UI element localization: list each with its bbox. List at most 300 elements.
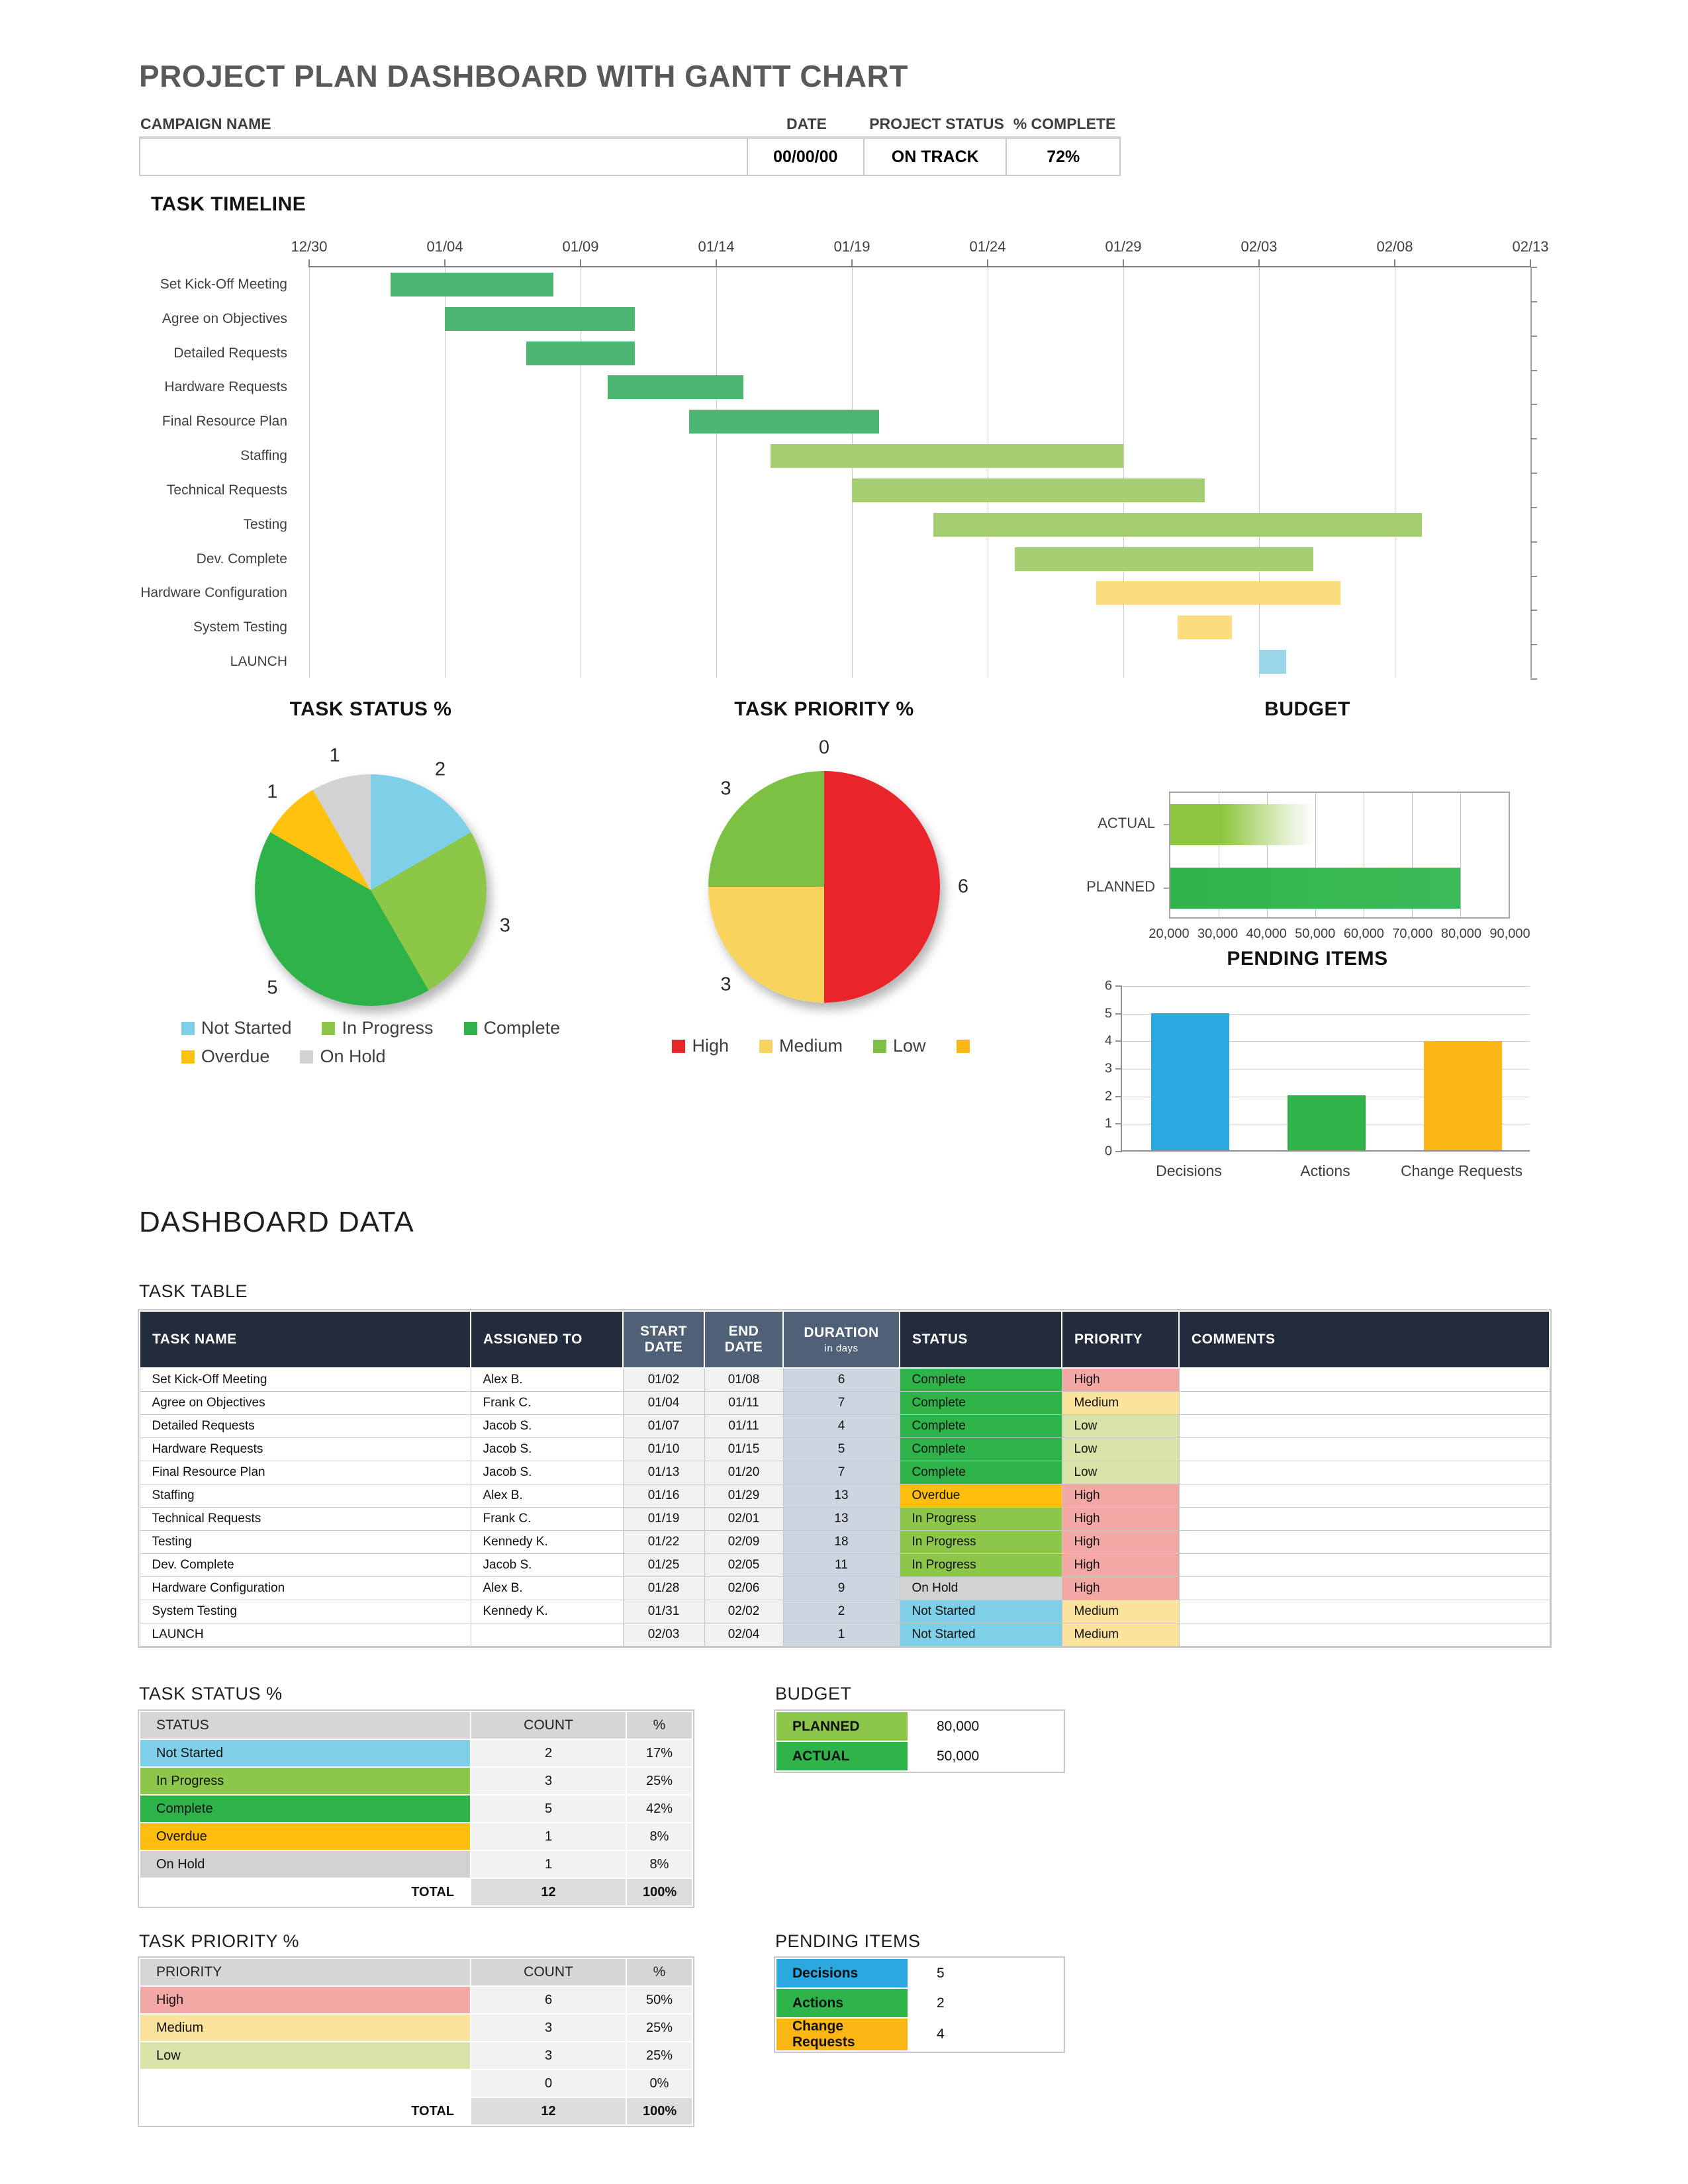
assigned-to-cell[interactable]: Alex B. xyxy=(471,1484,623,1507)
pending-y-label: 1 xyxy=(1104,1116,1112,1131)
comments-cell[interactable] xyxy=(1179,1600,1550,1623)
gantt-bar xyxy=(1259,650,1286,674)
budget-tick-label: 40,000 xyxy=(1246,927,1287,941)
pending-left-tick xyxy=(1115,1040,1122,1042)
summary-row xyxy=(140,2070,692,2097)
priority-cell[interactable]: Low xyxy=(1062,1437,1179,1461)
gantt-bar xyxy=(526,341,635,365)
task-table-row xyxy=(140,1437,1550,1461)
task-table-label: TASK TABLE xyxy=(139,1281,248,1301)
status-cell[interactable]: On Hold xyxy=(900,1576,1062,1600)
pending-summary-table xyxy=(775,1958,1064,2052)
task-table-row xyxy=(140,1507,1550,1530)
start-date-cell[interactable]: 01/04 xyxy=(623,1391,704,1414)
count-cell[interactable]: 0 xyxy=(471,2070,626,2097)
task-table-header-priority: PRIORITY xyxy=(1062,1311,1179,1368)
priority-cell[interactable]: Medium xyxy=(1062,1623,1179,1646)
gantt-task-labels xyxy=(99,267,298,679)
priority-cell[interactable]: High xyxy=(1062,1368,1179,1391)
legend-label: On Hold xyxy=(320,1046,386,1066)
task-table-row xyxy=(140,1368,1550,1391)
assigned-to-cell[interactable]: Jacob S. xyxy=(471,1437,623,1461)
start-date-cell[interactable]: 01/16 xyxy=(623,1484,704,1507)
end-date-cell[interactable]: 02/02 xyxy=(704,1600,783,1623)
budget-category-label: ACTUAL xyxy=(1098,815,1155,831)
assigned-to-cell[interactable]: Frank C. xyxy=(471,1507,623,1530)
task-name-cell[interactable]: Final Resource Plan xyxy=(140,1461,471,1484)
date-label: DATE xyxy=(786,115,827,132)
assigned-to-cell[interactable]: Jacob S. xyxy=(471,1414,623,1437)
legend-row xyxy=(672,1036,976,1056)
gantt-gridline xyxy=(1259,267,1260,678)
status-label-cell[interactable]: Not Started xyxy=(140,1739,471,1767)
task-table-header-status: STATUS xyxy=(900,1311,1062,1368)
budget-bar-planned xyxy=(1170,868,1460,909)
gantt-bar xyxy=(771,444,1123,468)
pending-y-axis xyxy=(1076,978,1112,1159)
pending-y-label: 0 xyxy=(1104,1144,1112,1159)
pending-gridline xyxy=(1122,986,1530,987)
gantt-task-label: Agree on Objectives xyxy=(162,310,287,326)
task-priority-pie xyxy=(685,737,969,1026)
project-status-value[interactable]: ON TRACK xyxy=(865,139,1007,175)
campaign-name-label: CAMPAIGN NAME xyxy=(140,115,271,132)
gantt-right-tick xyxy=(1530,267,1537,268)
legend-item xyxy=(322,1018,433,1038)
gantt-axis-tick xyxy=(308,259,310,267)
percent-cell[interactable]: 42% xyxy=(626,1795,692,1823)
task-name-cell[interactable]: Staffing xyxy=(140,1484,471,1507)
gantt-task-label: Set Kick-Off Meeting xyxy=(160,276,287,292)
summary-header-priority: PRIORITY xyxy=(140,1958,471,1986)
start-date-cell[interactable]: 01/28 xyxy=(623,1576,704,1600)
assigned-to-cell[interactable]: Kennedy K. xyxy=(471,1600,623,1623)
priority-cell[interactable]: High xyxy=(1062,1507,1179,1530)
task-name-cell[interactable]: Agree on Objectives xyxy=(140,1391,471,1414)
kv-label-cell[interactable]: Actions xyxy=(776,1988,908,2018)
task-name-cell[interactable]: Set Kick-Off Meeting xyxy=(140,1368,471,1391)
task-table-row xyxy=(140,1576,1550,1600)
assigned-to-cell[interactable]: Jacob S. xyxy=(471,1553,623,1576)
pie-slice-value: 0 xyxy=(818,737,830,758)
gantt-axis-tick xyxy=(1258,259,1260,267)
kv-label-cell[interactable]: PLANNED xyxy=(776,1711,908,1741)
pending-left-tick xyxy=(1115,1123,1122,1124)
summary-header-count: COUNT xyxy=(471,1711,626,1739)
priority-cell[interactable]: Medium xyxy=(1062,1391,1179,1414)
gantt-axis-tick xyxy=(716,259,717,267)
status-cell[interactable]: In Progress xyxy=(900,1507,1062,1530)
gantt-date-label: 02/13 xyxy=(1512,238,1549,255)
budget-tick-label: 30,000 xyxy=(1197,927,1239,941)
duration-cell[interactable]: 7 xyxy=(783,1461,900,1484)
gantt-bar xyxy=(608,375,743,399)
comments-cell[interactable] xyxy=(1179,1623,1550,1646)
comments-cell[interactable] xyxy=(1179,1576,1550,1600)
gantt-bar xyxy=(1096,581,1340,605)
gantt-gridline xyxy=(1123,267,1124,678)
count-cell[interactable]: 1 xyxy=(471,1823,626,1850)
count-cell[interactable]: 3 xyxy=(471,2042,626,2070)
task-name-cell[interactable]: Hardware Requests xyxy=(140,1437,471,1461)
gantt-task-label: Hardware Configuration xyxy=(140,585,287,601)
budget-bar-actual xyxy=(1170,804,1315,845)
end-date-cell[interactable]: 01/29 xyxy=(704,1484,783,1507)
legend-label: Not Started xyxy=(201,1018,292,1038)
status-cell[interactable]: Complete xyxy=(900,1437,1062,1461)
legend-row xyxy=(181,1046,386,1067)
gantt-task-label: LAUNCH xyxy=(230,654,287,670)
end-date-cell[interactable]: 01/11 xyxy=(704,1414,783,1437)
gantt-task-label: Hardware Requests xyxy=(164,379,287,395)
total-count-cell[interactable]: 12 xyxy=(471,2097,626,2125)
legend-swatch xyxy=(464,1022,477,1035)
summary-total-row xyxy=(140,1878,692,1906)
percent-cell[interactable]: 25% xyxy=(626,2014,692,2042)
start-date-cell[interactable]: 01/13 xyxy=(623,1461,704,1484)
task-name-cell[interactable]: Testing xyxy=(140,1530,471,1553)
priority-cell[interactable]: High xyxy=(1062,1530,1179,1553)
kv-value-cell[interactable]: 50,000 xyxy=(908,1741,1063,1771)
pending-y-label: 6 xyxy=(1104,978,1112,993)
summary-total-row xyxy=(140,2097,692,2125)
status-label-cell[interactable]: In Progress xyxy=(140,1767,471,1795)
budget-category-label: PLANNED xyxy=(1086,878,1155,895)
status-cell[interactable]: Complete xyxy=(900,1391,1062,1414)
percent-cell[interactable]: 8% xyxy=(626,1850,692,1878)
end-date-cell[interactable]: 02/05 xyxy=(704,1553,783,1576)
kv-value-cell[interactable]: 80,000 xyxy=(908,1711,1063,1741)
budget-x-axis xyxy=(1149,927,1530,946)
legend-label: High xyxy=(692,1036,729,1056)
task-table-header-comments: COMMENTS xyxy=(1179,1311,1550,1368)
priority-cell[interactable]: Low xyxy=(1062,1461,1179,1484)
gantt-task-label: Detailed Requests xyxy=(173,345,287,361)
project-status-label: PROJECT STATUS xyxy=(869,115,1004,132)
legend-row xyxy=(181,1018,560,1038)
kv-value-cell[interactable]: 2 xyxy=(908,1988,1063,2018)
count-cell[interactable]: 6 xyxy=(471,1986,626,2014)
priority-label-cell[interactable]: Medium xyxy=(140,2014,471,2042)
gantt-bar xyxy=(689,410,879,433)
legend-item xyxy=(181,1018,292,1038)
assigned-to-cell[interactable]: Jacob S. xyxy=(471,1461,623,1484)
gantt-right-tick xyxy=(1530,404,1537,405)
pending-x-label: Decisions xyxy=(1156,1162,1222,1179)
legend-item xyxy=(464,1018,561,1038)
kv-label-cell[interactable]: ACTUAL xyxy=(776,1741,908,1771)
task-table-row xyxy=(140,1484,1550,1507)
kv-value-cell[interactable]: 5 xyxy=(908,1958,1063,1988)
gantt-right-tick xyxy=(1530,301,1537,302)
gantt-date-label: 01/14 xyxy=(698,238,735,255)
start-date-cell[interactable]: 01/25 xyxy=(623,1553,704,1576)
gantt-chart xyxy=(309,266,1530,678)
legend-label: Medium xyxy=(778,1036,843,1056)
total-count-cell[interactable]: 12 xyxy=(471,1878,626,1906)
status-label-cell[interactable]: Complete xyxy=(140,1795,471,1823)
pending-bar-decisions xyxy=(1151,1013,1229,1150)
budget-summary-label: BUDGET xyxy=(775,1684,852,1704)
gantt-gridline xyxy=(716,267,717,678)
priority-cell[interactable]: High xyxy=(1062,1484,1179,1507)
legend-item xyxy=(957,1040,976,1053)
duration-cell[interactable]: 13 xyxy=(783,1507,900,1530)
percent-cell[interactable]: 8% xyxy=(626,1823,692,1850)
task-table-row xyxy=(140,1461,1550,1484)
gantt-task-label: System Testing xyxy=(193,619,287,635)
kv-row xyxy=(776,1988,1063,2018)
legend-item xyxy=(300,1046,385,1067)
comments-cell[interactable] xyxy=(1179,1368,1550,1391)
gantt-axis-tick xyxy=(1123,259,1124,267)
start-date-cell[interactable]: 01/10 xyxy=(623,1437,704,1461)
start-date-cell[interactable]: 01/19 xyxy=(623,1507,704,1530)
pending-items-chart xyxy=(1121,986,1530,1152)
pie-slice-value: 1 xyxy=(267,781,278,802)
end-date-cell[interactable]: 01/11 xyxy=(704,1391,783,1414)
status-cell[interactable]: Not Started xyxy=(900,1623,1062,1646)
start-date-cell[interactable]: 01/22 xyxy=(623,1530,704,1553)
gantt-right-tick xyxy=(1530,473,1537,474)
task-name-cell[interactable]: System Testing xyxy=(140,1600,471,1623)
gantt-date-label: 01/04 xyxy=(426,238,463,255)
summary-row xyxy=(140,2042,692,2070)
gantt-task-label: Technical Requests xyxy=(166,482,287,498)
gantt-date-label: 01/29 xyxy=(1105,238,1142,255)
duration-cell[interactable]: 11 xyxy=(783,1553,900,1576)
summary-header-%: % xyxy=(626,1958,692,1986)
start-date-cell[interactable]: 01/31 xyxy=(623,1600,704,1623)
comments-cell[interactable] xyxy=(1179,1391,1550,1414)
budget-tick-label: 20,000 xyxy=(1149,927,1190,941)
status-cell[interactable]: Overdue xyxy=(900,1484,1062,1507)
budget-chart-title: BUDGET xyxy=(1264,698,1350,720)
gantt-date-label: 12/30 xyxy=(291,238,328,255)
task-table-header-task-name: TASK NAME xyxy=(140,1311,471,1368)
percent-cell[interactable]: 17% xyxy=(626,1739,692,1767)
legend-swatch xyxy=(672,1040,685,1053)
assigned-to-cell[interactable]: Alex B. xyxy=(471,1576,623,1600)
status-cell[interactable]: Complete xyxy=(900,1461,1062,1484)
pending-bar-actions xyxy=(1288,1095,1366,1150)
comments-cell[interactable] xyxy=(1179,1461,1550,1484)
task-name-cell[interactable]: Hardware Configuration xyxy=(140,1576,471,1600)
gantt-right-tick xyxy=(1530,576,1537,577)
task-priority-pie-graphic xyxy=(708,771,940,1003)
gantt-axis-tick xyxy=(851,259,853,267)
duration-cell[interactable]: 13 xyxy=(783,1484,900,1507)
duration-cell[interactable]: 4 xyxy=(783,1414,900,1437)
task-name-cell[interactable]: Detailed Requests xyxy=(140,1414,471,1437)
legend-label: Complete xyxy=(483,1018,561,1038)
gantt-task-label: Testing xyxy=(243,516,287,532)
end-date-cell[interactable]: 01/08 xyxy=(704,1368,783,1391)
end-date-cell[interactable]: 02/06 xyxy=(704,1576,783,1600)
status-cell[interactable]: Complete xyxy=(900,1368,1062,1391)
gantt-right-tick xyxy=(1530,678,1537,680)
gantt-bar xyxy=(391,273,553,296)
gantt-date-label: 02/08 xyxy=(1376,238,1413,255)
gantt-date-label: 01/24 xyxy=(969,238,1006,255)
task-table-header-start-date: START DATE xyxy=(623,1311,704,1368)
summary-row xyxy=(140,1795,692,1823)
summary-header-%: % xyxy=(626,1711,692,1739)
pie-slice-value: 2 xyxy=(434,758,446,780)
percent-complete-value[interactable]: 72% xyxy=(1047,147,1080,166)
task-timeline-title: TASK TIMELINE xyxy=(151,193,306,215)
gantt-gridline xyxy=(852,267,853,678)
priority-label-cell[interactable] xyxy=(140,2070,471,2097)
pie-slice-value: 1 xyxy=(329,745,340,766)
kv-label-cell[interactable]: Decisions xyxy=(776,1958,908,1988)
count-cell[interactable]: 1 xyxy=(471,1850,626,1878)
status-cell[interactable]: In Progress xyxy=(900,1530,1062,1553)
legend-swatch xyxy=(873,1040,886,1053)
gantt-right-tick xyxy=(1530,541,1537,543)
status-summary-label: TASK STATUS % xyxy=(139,1684,283,1704)
comments-cell[interactable] xyxy=(1179,1530,1550,1553)
count-cell[interactable]: 3 xyxy=(471,2014,626,2042)
total-label-cell: TOTAL xyxy=(140,1878,471,1906)
legend-item xyxy=(873,1036,926,1056)
comments-cell[interactable] xyxy=(1179,1414,1550,1437)
duration-cell[interactable]: 9 xyxy=(783,1576,900,1600)
priority-cell[interactable]: Medium xyxy=(1062,1600,1179,1623)
priority-label-cell[interactable]: Low xyxy=(140,2042,471,2070)
legend-swatch xyxy=(759,1040,773,1053)
pending-x-label: Change Requests xyxy=(1400,1162,1523,1179)
summary-header-row xyxy=(140,1711,692,1739)
duration-cell[interactable]: 18 xyxy=(783,1530,900,1553)
pending-left-tick xyxy=(1115,1013,1122,1015)
kv-label-cell[interactable]: Change Requests xyxy=(776,2018,908,2051)
gantt-task-label: Staffing xyxy=(240,448,287,464)
start-date-cell[interactable]: 01/07 xyxy=(623,1414,704,1437)
status-cell[interactable]: Complete xyxy=(900,1414,1062,1437)
legend-label: Low xyxy=(893,1036,926,1056)
gantt-bar xyxy=(1015,547,1313,571)
gantt-task-label: Dev. Complete xyxy=(196,551,287,567)
gantt-bar xyxy=(445,307,635,331)
pending-y-label: 3 xyxy=(1104,1061,1112,1076)
budget-chart xyxy=(1169,792,1510,919)
priority-label-cell[interactable]: High xyxy=(140,1986,471,2014)
task-status-pie xyxy=(232,745,510,1029)
status-cell[interactable]: Not Started xyxy=(900,1600,1062,1623)
summary-row xyxy=(140,1739,692,1767)
status-label-cell[interactable]: On Hold xyxy=(140,1850,471,1878)
percent-complete-label: % COMPLETE xyxy=(1013,115,1116,132)
percent-cell[interactable]: 25% xyxy=(626,2042,692,2070)
pending-x-label: Actions xyxy=(1300,1162,1350,1179)
task-table-row xyxy=(140,1391,1550,1414)
comments-cell[interactable] xyxy=(1179,1553,1550,1576)
percent-cell[interactable]: 50% xyxy=(626,1986,692,2014)
duration-cell[interactable]: 1 xyxy=(783,1623,900,1646)
assigned-to-cell[interactable] xyxy=(471,1623,623,1646)
gantt-axis-tick xyxy=(580,259,581,267)
total-percent-cell[interactable]: 100% xyxy=(626,2097,692,2125)
pending-summary-label: PENDING ITEMS xyxy=(775,1931,921,1951)
legend-item xyxy=(759,1036,843,1056)
percent-cell[interactable]: 25% xyxy=(626,1767,692,1795)
budget-tick-label: 60,000 xyxy=(1343,927,1384,941)
end-date-cell[interactable]: 02/04 xyxy=(704,1623,783,1646)
date-value[interactable]: 00/00/00 xyxy=(748,139,865,175)
assigned-to-cell[interactable]: Alex B. xyxy=(471,1368,623,1391)
duration-cell[interactable]: 2 xyxy=(783,1600,900,1623)
campaign-name-input[interactable] xyxy=(140,139,748,175)
task-status-pie-graphic xyxy=(255,774,487,1006)
pie-slice-value: 3 xyxy=(720,778,731,799)
comments-cell[interactable] xyxy=(1179,1437,1550,1461)
dashboard-data-heading: DASHBOARD DATA xyxy=(139,1206,414,1238)
gantt-right-tick xyxy=(1530,438,1537,439)
end-date-cell[interactable]: 01/20 xyxy=(704,1461,783,1484)
total-percent-cell[interactable]: 100% xyxy=(626,1878,692,1906)
count-cell[interactable]: 2 xyxy=(471,1739,626,1767)
status-label-cell[interactable]: Overdue xyxy=(140,1823,471,1850)
pending-y-label: 2 xyxy=(1104,1089,1112,1104)
end-date-cell[interactable]: 02/01 xyxy=(704,1507,783,1530)
start-date-cell[interactable]: 01/02 xyxy=(623,1368,704,1391)
status-summary-table xyxy=(139,1711,693,1907)
comments-cell[interactable] xyxy=(1179,1484,1550,1507)
kv-value-cell[interactable]: 4 xyxy=(908,2018,1063,2051)
pending-left-tick xyxy=(1115,1151,1122,1152)
total-label-cell: TOTAL xyxy=(140,2097,471,2125)
priority-cell[interactable]: High xyxy=(1062,1576,1179,1600)
task-name-cell[interactable]: Technical Requests xyxy=(140,1507,471,1530)
gantt-axis-tick xyxy=(987,259,988,267)
legend-item xyxy=(181,1046,270,1067)
pending-y-label: 4 xyxy=(1104,1033,1112,1048)
count-cell[interactable]: 5 xyxy=(471,1795,626,1823)
duration-cell[interactable]: 6 xyxy=(783,1368,900,1391)
gantt-date-axis xyxy=(291,238,1549,258)
status-cell[interactable]: In Progress xyxy=(900,1553,1062,1576)
start-date-cell[interactable]: 02/03 xyxy=(623,1623,704,1646)
gantt-right-tick xyxy=(1530,610,1537,611)
priority-cell[interactable]: Low xyxy=(1062,1414,1179,1437)
pending-items-chart-title: PENDING ITEMS xyxy=(1227,948,1388,970)
assigned-to-cell[interactable]: Frank C. xyxy=(471,1391,623,1414)
summary-row xyxy=(140,1767,692,1795)
priority-cell[interactable]: High xyxy=(1062,1553,1179,1576)
legend-label: In Progress xyxy=(342,1018,434,1038)
task-name-cell[interactable]: LAUNCH xyxy=(140,1623,471,1646)
task-name-cell[interactable]: Dev. Complete xyxy=(140,1553,471,1576)
budget-left-tick xyxy=(1164,887,1170,889)
project-info-row xyxy=(139,136,1121,176)
gantt-right-tick xyxy=(1530,644,1537,645)
percent-cell[interactable]: 0% xyxy=(626,2070,692,2097)
duration-cell[interactable]: 7 xyxy=(783,1391,900,1414)
comments-cell[interactable] xyxy=(1179,1507,1550,1530)
count-cell[interactable]: 3 xyxy=(471,1767,626,1795)
duration-cell[interactable]: 5 xyxy=(783,1437,900,1461)
summary-row xyxy=(140,2014,692,2042)
end-date-cell[interactable]: 02/09 xyxy=(704,1530,783,1553)
legend-swatch xyxy=(300,1050,313,1064)
end-date-cell[interactable]: 01/15 xyxy=(704,1437,783,1461)
assigned-to-cell[interactable]: Kennedy K. xyxy=(471,1530,623,1553)
pending-bar-change-requests xyxy=(1424,1041,1502,1150)
summary-row xyxy=(140,1850,692,1878)
gantt-bar xyxy=(1178,615,1232,639)
task-table-row xyxy=(140,1414,1550,1437)
